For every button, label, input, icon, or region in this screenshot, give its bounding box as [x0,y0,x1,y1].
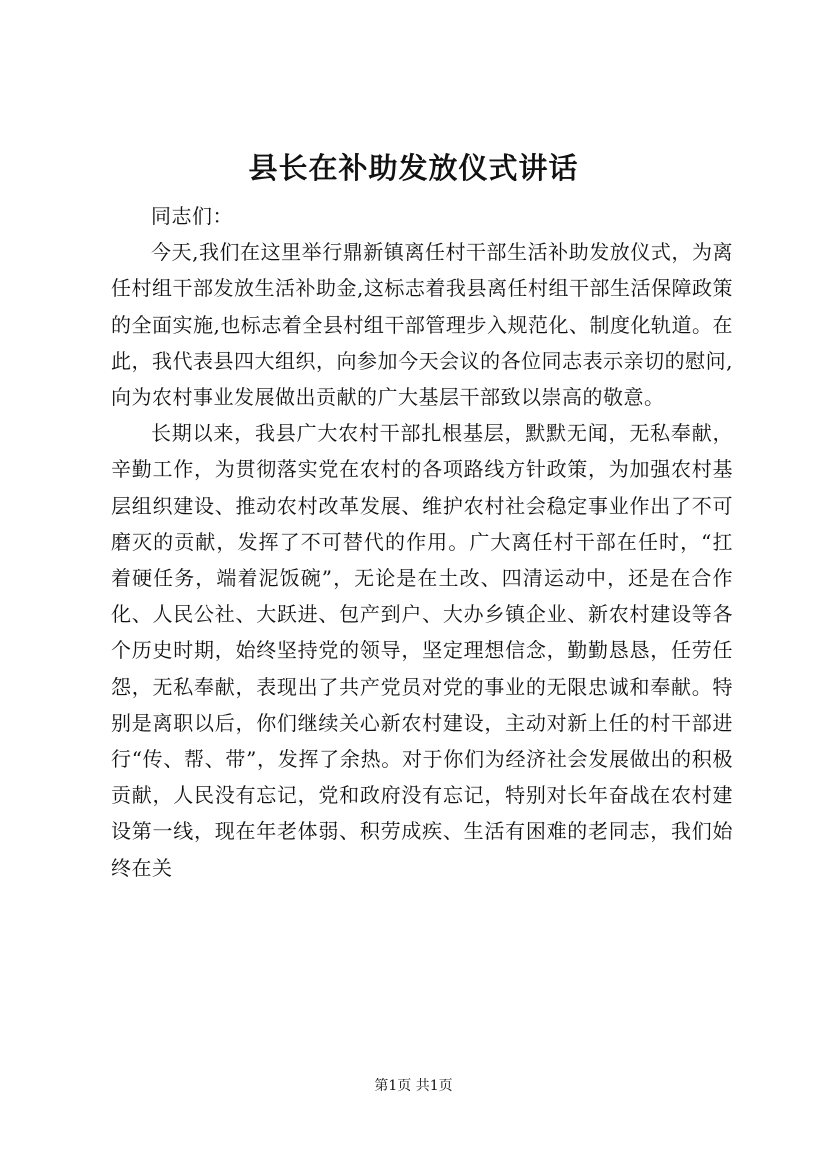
document-title: 县长在补助发放仪式讲话 [248,151,579,185]
document-body [111,198,733,886]
page-footer: 第1页 共1页 [374,1078,453,1094]
paragraph-2: 长期以来，我县广大农村干部扎根基层，默默无闻，无私奉献，辛勤工作，为贯彻落实党在农村的各项路线方针政策，为加强农村基层组织建设、推动农村改革发展、维护农村社会稳定事业作出了不可磨灭的贡献，发挥了不可替代的作用。广大离任村干部在任时，“扛着硬任务，端着泥饭碗”，无论是在土改、四清运动中，还是在合作化、人民公社、大跃进、包产到户、大办乡镇企业、新农村建设等各个历史时期，始终坚持党的领导，坚定理想信念，勤勤恳恳，任劳任怨，无私奉献，表现出了共产党员对党的事业的无限忠诚和奉献。特别是离职以后，你们继续关心新农村建设，主动对新上任的村干部进行“传、帮、带”，发挥了余热。对于你们为经济社会发展做出的积极贡献，人民没有忘记，党和政府没有忘记，特别对长年奋战在农村建设第一线，现在年老体弱、积劳成疾、生活有困难的老同志，我们始终在关 [111,421,733,880]
paragraph-1: 今天,我们在这里举行鼎新镇离任村干部生活补助发放仪式，为离任村组干部发放生活补助金,这标志着我县离任村组干部生活保障政策的全面实施,也标志着全县村组干部管理步入规范化、制度化轨道。在此，我代表县四大组织，向参加今天会议的各位同志表示亲切的慰问,向为农村事业发展做出贡献的广大基层干部致以崇高的敬意。 [111,240,733,410]
salutation: 同志们： [151,204,233,228]
